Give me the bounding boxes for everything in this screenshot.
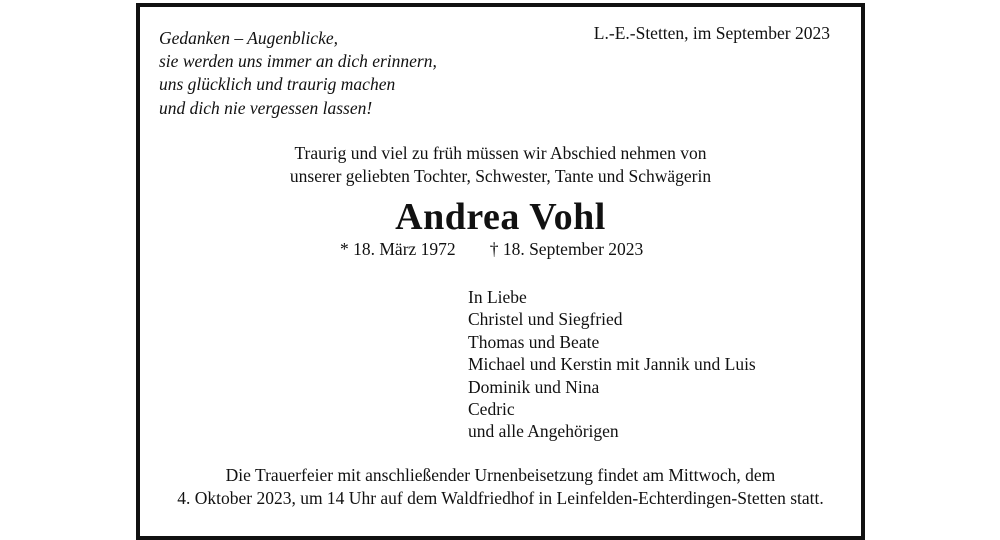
life-dates [340,239,643,260]
death-date: † 18. September 2023 [489,239,644,259]
funeral-line: 4. Oktober 2023, um 14 Uhr auf dem Waldfriedhof in Leinfelden-Echterdingen-Stetten statt. [177,488,824,508]
poem [159,27,437,120]
mourner-line: In Liebe [468,287,527,307]
mourner-line: Christel und Siegfried [468,309,623,330]
poem-line: uns glücklich und traurig machen [159,74,396,95]
deceased-name: Andrea Vohl [395,196,606,238]
mourner-line: Cedric [468,399,515,420]
mourners-list [468,286,756,443]
mourner-line: und alle Angehörigen [468,421,619,442]
poem-line: Gedanken – Augenblicke, [159,28,338,48]
birth-date: * 18. März 1972 [340,239,456,259]
place-date: L.-E.-Stetten, im September 2023 [593,23,830,43]
funeral-line: Die Trauerfeier mit anschließender Urnenbeisetzung findet am Mittwoch, dem [225,465,776,485]
poem-line: sie werden uns immer an dich erinnern, [159,51,437,72]
mourner-line: Dominik und Nina [468,376,600,397]
intro-line: unserer geliebten Tochter, Schwester, Tante und Schwägerin [289,166,712,186]
intro-line: Traurig und viel zu früh müssen wir Abschied nehmen von [294,143,707,163]
intro-text [136,142,865,188]
poem-line: und dich nie vergessen lassen! [159,97,373,118]
mourner-line: Thomas und Beate [468,331,600,352]
mourner-line: Michael und Kerstin mit Jannik und Luis [468,354,756,375]
funeral-notice [136,464,865,510]
